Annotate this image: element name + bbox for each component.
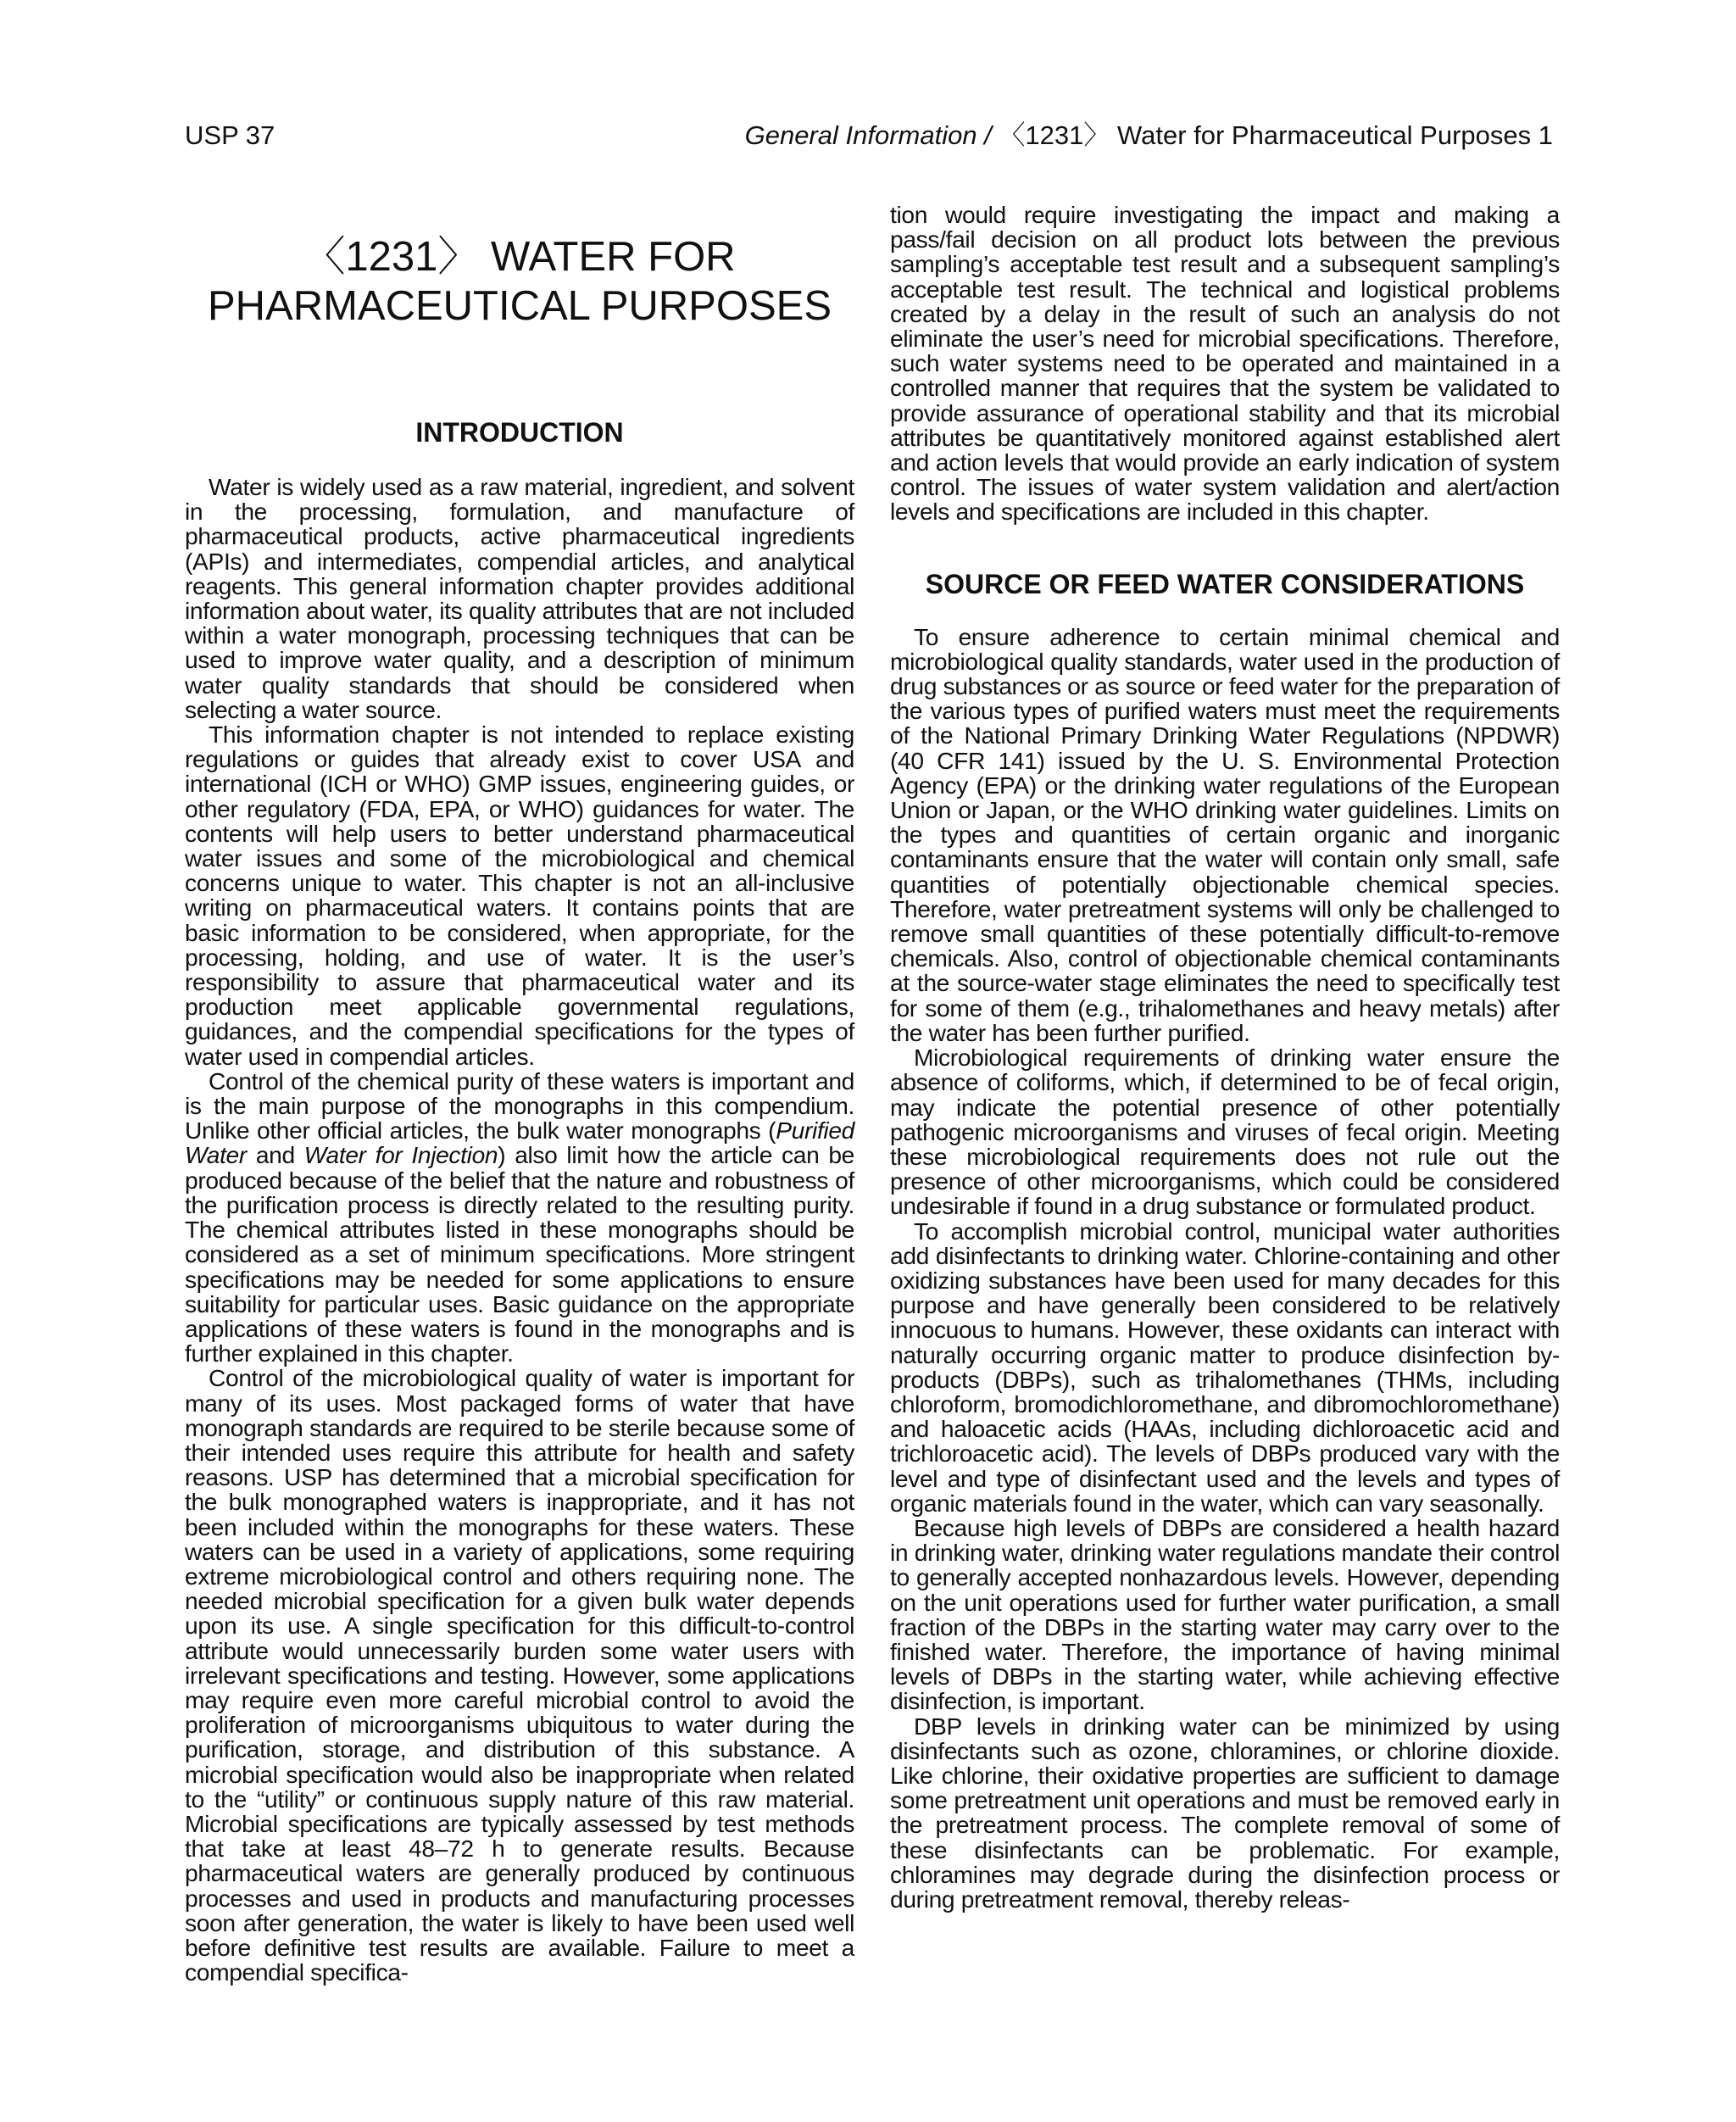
chapter-title [185, 232, 854, 331]
purified-water-term: Purified Water [185, 1117, 854, 1169]
water-for-injection-term: Water for Injection [303, 1141, 498, 1169]
introduction-paragraph-4-continued: tion would require investigating the impact and making a pass/fail decision on all product lots between the previous sampling’s acceptable test result and a subsequent sampling’s acceptable test result. The technical and logistical problems created by a delay in the result of such an analysis do not eliminate the user’s need for microbial specifications. Therefore, such water systems need to be operated and maintained in a controlled manner that requires that the system be validated to provide assurance of operational stability and that its microbial attributes be quantitatively monitored against established alert and action levels that would provide an early indication of system control. The issues of water system validation and alert/action levels and specifications are included in this chapter. [890, 201, 1560, 526]
running-header [185, 119, 1553, 153]
header-section-italic: General Information / [744, 120, 992, 150]
introduction-paragraph-3 [185, 1069, 854, 1366]
left-column [185, 197, 854, 1985]
introduction-paragraph-1: Water is widely used as a raw material, ingredient, and solvent in the processing, formulation, and manufacture of pharmaceutical products, active pharmaceutical ingredients (APIs) and intermediates, compendial articles, and analytical reagents. This general information chapter provides additional information about water, its quality attributes that are not included within a water monograph, processing techniques that can be used to improve water quality, and a description of minimum water quality standards that should be considered when selecting a water source. [185, 473, 854, 723]
header-chapter-reference [745, 119, 1553, 153]
source-paragraph-1: To ensure adherence to certain minimal chemical and microbiological quality standards, water used in the production of drug substances or as source or feed water for the preparation of the various types of purified waters must meet the requirements of the National Primary Drinking Water Regulations (NPDWR) (40 CFR 141) issued by the U. S. Environmental Protection Agency (EPA) or the drinking water regulations of the European Union or Japan, or the WHO drinking water guidelines. Limits on the types and quantities of certain organic and inorganic contaminants ensure that the water will contain only small, safe quantities of potentially objectionable chemical species. Therefore, water pretreatment systems will only be challenged to remove small quantities of these potentially difficult-to-remove chemicals. Also, control of objectionable chemical contaminants at the source-water stage eliminates the need to specifically test for some of them (e.g., trihalomethanes and heavy metals) after the water has been further purified. [890, 622, 1560, 1046]
right-column [890, 203, 1560, 1912]
source-paragraph-5: DBP levels in drinking water can be minimized by using disinfectants such as ozone, chloramines, or chlorine dioxide. Like chlorine, their oxidative properties are sufficient to damage some pretreatment unit operations and must be removed early in the pretreatment process. The complete removal of some of these disinfectants can be problematic. For example, chloramines may degrade during the disinfection process or during pretreatment removal, thereby releas- [890, 1712, 1560, 1913]
chapter-title-line-2: PHARMACEUTICAL PURPOSES [207, 283, 832, 329]
paragraph-3-and: and [246, 1141, 304, 1169]
introduction-paragraph-4: Control of the microbiological quality of water is important for many of its uses. Most packaged forms of water that have monograph standards are required to be sterile because some of their intended uses require this attribute for health and safety reasons. USP has determined that a microbial specification for the bulk monographed waters is inappropriate, and it has not been included within the monographs for these waters. These waters can be used in a variety of applications, some requiring extreme microbiological control and others requiring none. The needed microbial specification for a given bulk water depends upon its use. A single specification for this difficult-to-control attribute would unnecessarily burden some water users with irrelevant specifications and testing. However, some applications may require even more careful microbial control to avoid the proliferation of microorganisms ubiquitous to water during the purification, storage, and distribution of this substance. A microbial specification would also be inappropriate when related to the “utility” or continuous supply nature of this raw material. Microbial specifications are typically assessed by test methods that take at least 48–72 h to generate results. Because pharmaceutical waters are generally produced by continuous processes and used in products and manufacturing processes soon after generation, the water is likely to have been used well before definitive test results are available. Failure to meet a compendial specifica- [185, 1364, 854, 1986]
header-book-edition: USP 37 [185, 120, 275, 150]
source-paragraph-4: Because high levels of DBPs are considered a health hazard in drinking water, drinking water regulations mandate their control to generally accepted nonhazardous levels. However, depending on the unit operations used for further water purification, a small fraction of the DBPs in the starting water may carry over to the finished water. Therefore, the importance of having minimal levels of DBPs in the starting water, while achieving effective disinfection, is important. [890, 1513, 1560, 1715]
introduction-heading: INTRODUCTION [415, 417, 624, 448]
introduction-paragraph-2: This information chapter is not intended to replace existing regulations or guides that already exist to cover USA and international (ICH or WHO) GMP issues, engineering guides, or other regulatory (FDA, EPA, or WHO) guidances for water. The contents will help users to better understand pharmaceutical water issues and some of the microbiological and chemical concerns unique to water. This chapter is not an all-inclusive writing on pharmaceutical waters. It contains points that are basic information to be considered, when appropriate, for the processing, holding, and use of water. It is the user’s responsibility to assure that pharmaceutical water and its production meet applicable governmental regulations, guidances, and the compendial specifications for the types of water used in compendial articles. [185, 721, 854, 1070]
paragraph-3-text-b: ) also limit how the article can be produced because of the belief that the nature and robustness of the purification process is directly related to the resulting purity. The chemical attributes listed in these monographs should be considered as a set of minimum specifications. More stringent specifications may be needed for some applications to ensure suitability for particular uses. Basic guidance on the appropriate applications of these waters is found in the monographs and is further explained in this chapter. [185, 1141, 855, 1367]
chapter-title-line-1: 〈1231〉 WATER FOR [303, 234, 736, 280]
source-paragraph-2: Microbiological requirements of drinking water ensure the absence of coliforms, which, if determined to be of fecal origin, may indicate the potential presence of other potentially pathogenic microorganisms and viruses of fecal origin. Meeting these microbiological requirements does not rule out the presence of other microorganisms, which could be considered undesirable if found in a drug substance or formulated product. [890, 1044, 1560, 1220]
source-feed-water-heading: SOURCE OR FEED WATER CONSIDERATIONS [925, 568, 1525, 599]
source-paragraph-3: To accomplish microbial control, municipal water authorities add disinfectants to drinking water. Chlorine-containing and other oxidizing substances have been used for many decades for this purpose and have generally been considered to be relatively innocuous to humans. However, these oxidants can interact with naturally occurring organic matter to produce disinfection by-products (DBPs), such as trihalomethanes (THMs, including chloroform, bromodichloromethane, and dibromochloromethane) and haloacetic acids (HAAs, including dichloroacetic acid and trichloroacetic acid). The levels of DBPs produced vary with the level and type of disinfectant used and the levels and types of organic materials found in the water, which can vary seasonally. [890, 1217, 1560, 1517]
header-chapter-title: 〈1231〉 Water for Pharmaceutical Purposes 1 [991, 120, 1553, 150]
paragraph-3-text-a: Control of the chemical purity of these waters is important and is the main purpose of the monographs in this compendium. Unlike other official articles, the bulk water monographs ( [185, 1067, 854, 1145]
